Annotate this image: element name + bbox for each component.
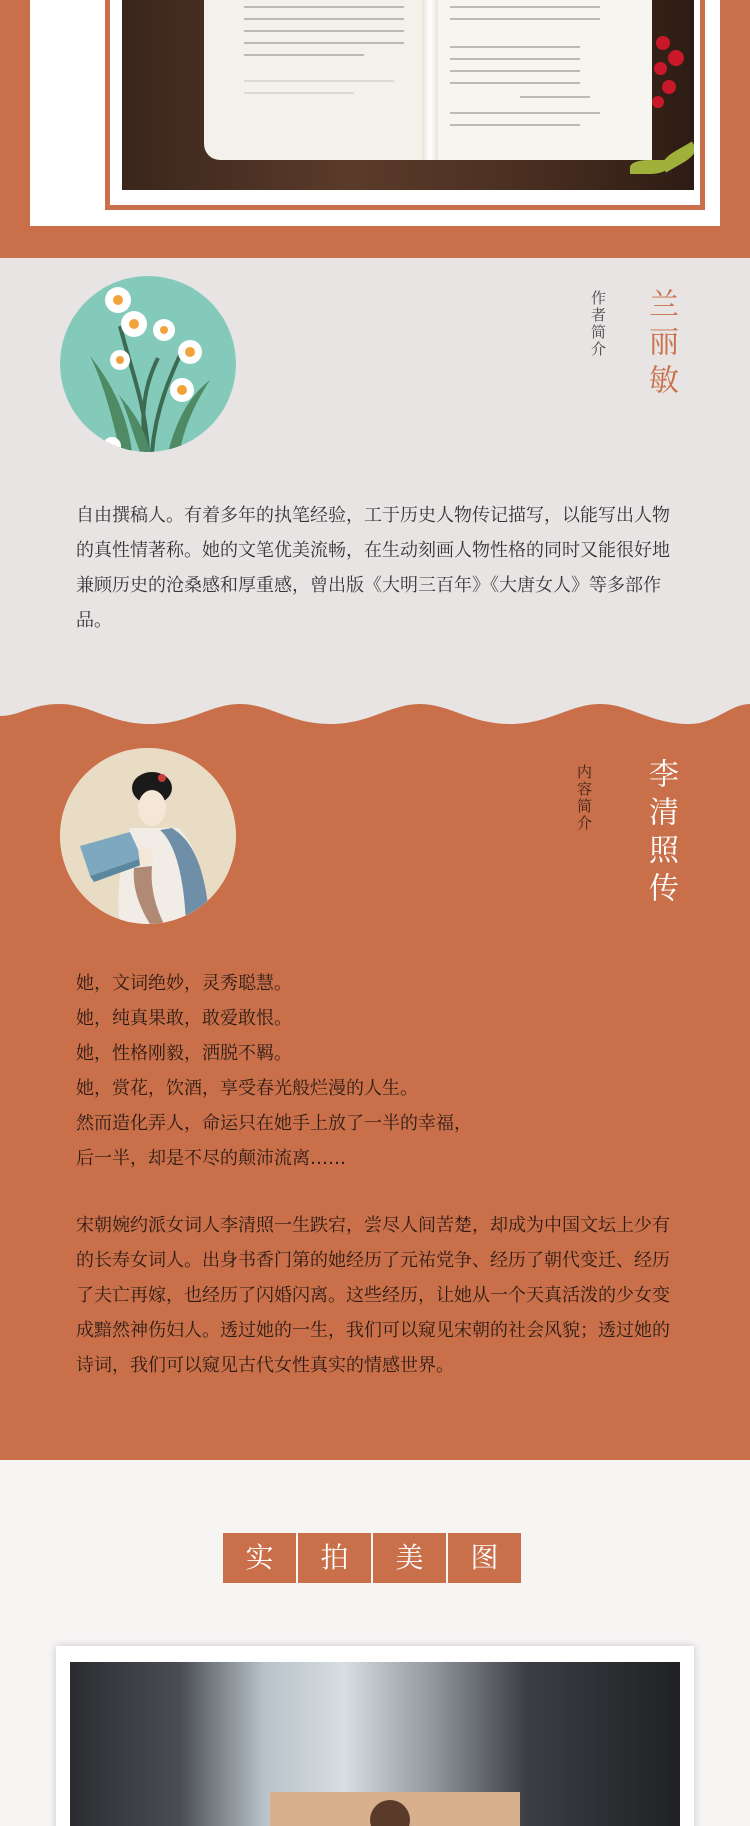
content-label: 内容简介 [575,764,593,832]
intro-line: 后一半，却是不尽的颠沛流离…… [76,1148,346,1169]
heading-char: 美 [373,1533,446,1583]
wave-divider [0,690,750,726]
book-page-left [204,0,430,160]
product-photo-frame [56,1646,694,1826]
intro-lines [76,966,696,1176]
photo-frame [30,0,720,226]
intro-line: 然而造化弄人，命运只在她手上放了一半的幸福， [76,1113,472,1134]
narcissus-illustration [60,276,236,452]
top-photo-section [0,0,750,258]
content-summary: 宋朝婉约派女词人李清照一生跌宕，尝尽人间苦楚，却成为中国文坛上少有的长寿女词人。出身书香门第的她经历了元祐党争、经历了朝代变迁、经历了夫亡再嫁，也经历了闪婚闪离。这些经历，让她从一个天真活泼的少女变成黯然神伤妇人。透过她的一生，我们可以窥见宋朝的社会风貌；透过她的诗词，我们可以窥见古代女性真实的情感世界。 [76,1215,670,1376]
berry [668,50,684,66]
heading-char: 图 [448,1533,521,1583]
author-label: 作者简介 [589,290,607,358]
real-photos-section [0,1460,750,1826]
portrait-illustration [60,748,236,924]
book-page-right [430,0,652,160]
berry [654,62,667,75]
berry [656,36,670,50]
content-section [0,690,750,1460]
heading-char: 拍 [298,1533,371,1583]
real-photos-heading [223,1533,521,1583]
author-name: 兰丽敏 [643,288,678,402]
author-section [0,258,750,708]
berry [652,96,664,108]
open-book-photo [122,0,694,190]
intro-line: 她，文词绝妙，灵秀聪慧。 [76,973,292,994]
book-title: 李清照传 [643,758,678,910]
product-photo [70,1662,680,1826]
heading-char: 实 [223,1533,296,1583]
intro-line: 她，赏花，饮酒，享受春光般烂漫的人生。 [76,1078,418,1099]
leaf [659,141,694,172]
intro-line: 她，纯真果敢，敢爱敢恨。 [76,1008,292,1029]
book-gutter [422,0,438,160]
berry [662,80,676,94]
intro-line: 她，性格刚毅，洒脱不羁。 [76,1043,292,1064]
author-bio: 自由撰稿人。有着多年的执笔经验，工于历史人物传记描写，以能写出人物的真性情著称。她的文笔优美流畅，在生动刻画人物性格的同时又能很好地兼顾历史的沧桑感和厚重感，曾出版《大明三百年》《大唐女人》等多部作品。 [76,505,670,631]
